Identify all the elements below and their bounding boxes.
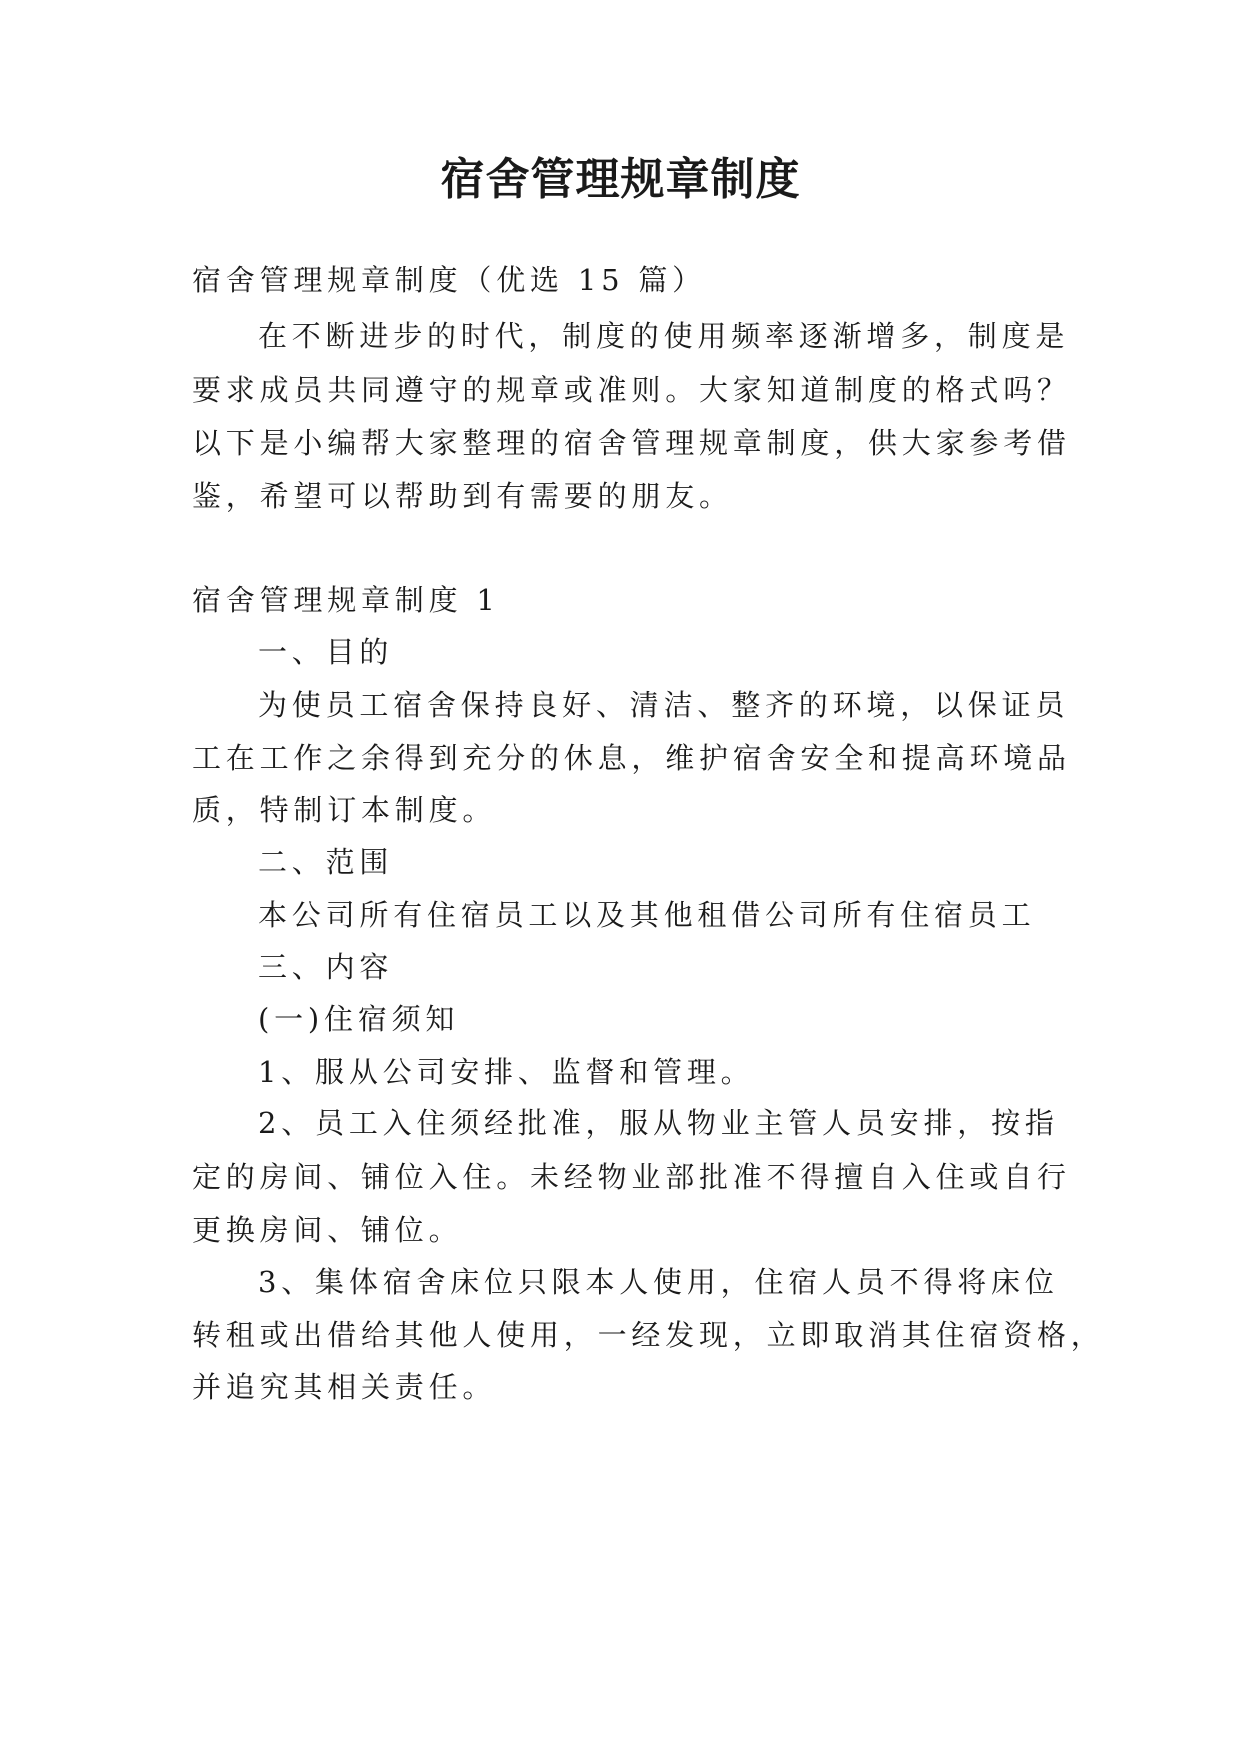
heading-content: 三、内容 <box>258 950 394 984</box>
section-heading: 宿舍管理规章制度 1 <box>192 583 500 617</box>
scope-line-1: 本公司所有住宿员工以及其他租借公司所有住宿员工 <box>258 898 1036 932</box>
intro-line-2: 要求成员共同遵守的规章或准则。大家知道制度的格式吗？ <box>192 373 1071 407</box>
item-3-line-3: 并追究其相关责任。 <box>192 1370 497 1404</box>
item-3-line-2: 转租或出借给其他人使用，一经发现，立即取消其住宿资格， <box>192 1318 1105 1352</box>
purpose-line-3: 质，特制订本制度。 <box>192 793 497 827</box>
heading-notice: (一)住宿须知 <box>258 1002 460 1036</box>
item-1: 1、服从公司安排、监督和管理。 <box>258 1055 755 1089</box>
item-2-line-1: 2、员工入住须经批准，服从物业主管人员安排，按指 <box>258 1106 1059 1140</box>
document-title: 宿舍管理规章制度 <box>440 154 801 205</box>
item-3-line-1: 3、集体宿舍床位只限本人使用，住宿人员不得将床位 <box>258 1265 1059 1299</box>
intro-line-3: 以下是小编帮大家整理的宿舍管理规章制度，供大家参考借 <box>192 426 1071 460</box>
intro-line-4: 鉴，希望可以帮助到有需要的朋友。 <box>192 479 733 513</box>
document-subtitle: 宿舍管理规章制度（优选 15 篇） <box>192 263 706 297</box>
purpose-line-2: 工在工作之余得到充分的休息，维护宿舍安全和提高环境品 <box>192 741 1071 775</box>
item-2-line-2: 定的房间、铺位入住。未经物业部批准不得擅自入住或自行 <box>192 1160 1071 1194</box>
purpose-line-1: 为使员工宿舍保持良好、清洁、整齐的环境，以保证员 <box>258 688 1070 722</box>
heading-scope: 二、范围 <box>258 845 394 879</box>
intro-line-1: 在不断进步的时代，制度的使用频率逐渐增多，制度是 <box>258 319 1070 353</box>
heading-purpose: 一、目的 <box>258 635 394 669</box>
item-2-line-3: 更换房间、铺位。 <box>192 1213 463 1247</box>
